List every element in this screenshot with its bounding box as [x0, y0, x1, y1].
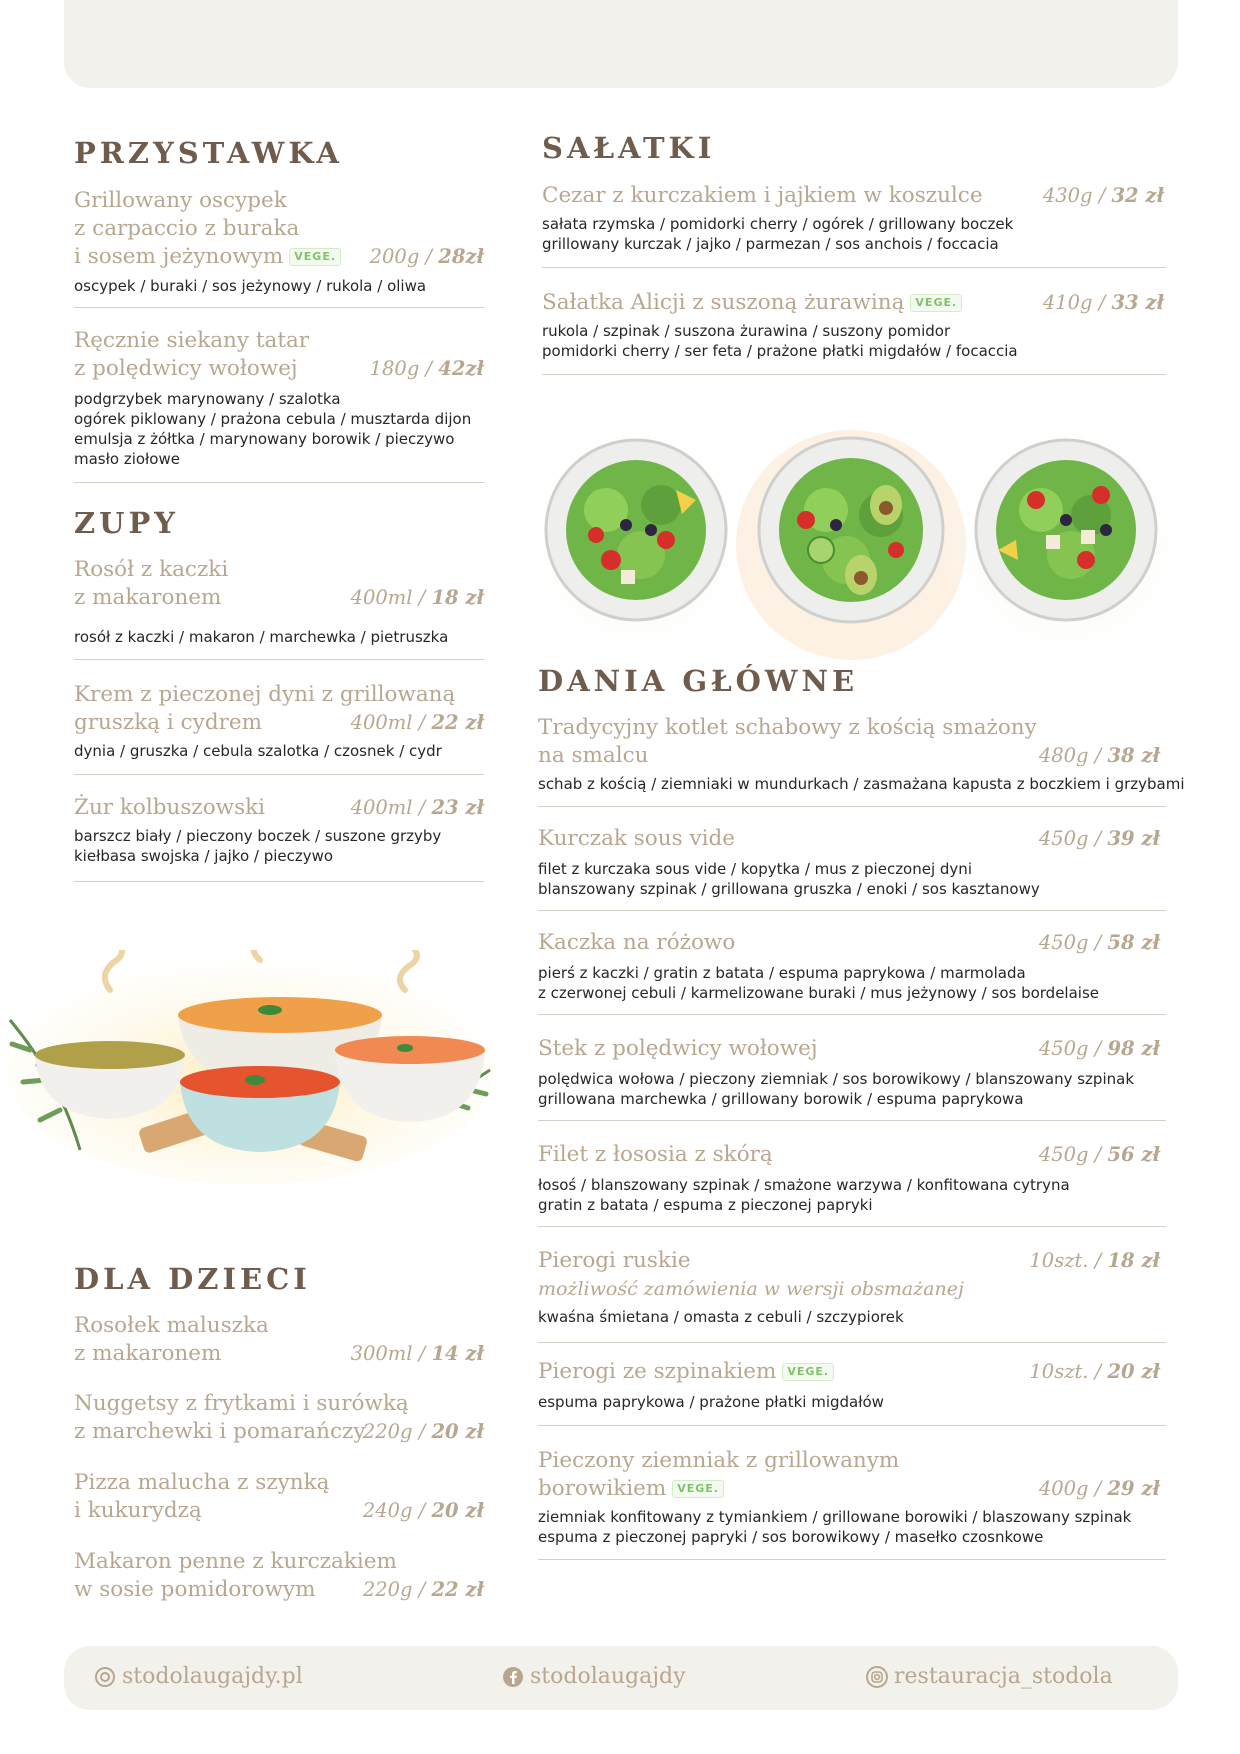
globe-icon	[94, 1666, 116, 1688]
item-name: Cezar z kurczakiem i jajkiem w koszulce	[542, 183, 983, 208]
footer-facebook-text: stodolaugajdy	[530, 1664, 686, 1689]
divider	[538, 910, 1166, 911]
item-name: Rosół z kaczki z makaronem	[74, 557, 229, 610]
menu-item	[74, 556, 484, 647]
menu-item	[538, 825, 1160, 899]
item-price: 410g / 33 zł	[1042, 291, 1164, 314]
menu-item	[538, 1247, 1160, 1327]
menu-item	[74, 327, 484, 469]
item-description: rukola / szpinak / suszona żurawina / suszony pomidor pomidorki cherry / ser feta / prażone płatki migdałów / focaccia	[542, 322, 1018, 360]
item-price: 220g / 22 zł	[362, 1578, 484, 1601]
divider	[538, 1226, 1166, 1227]
menu-item	[74, 1469, 484, 1525]
item-name: Kaczka na różowo	[538, 930, 736, 955]
item-description: kwaśna śmietana / omasta z cebuli / szczypiorek	[538, 1308, 904, 1326]
section-title-dla-dzieci: DLA DZIECI	[74, 1262, 311, 1296]
item-price: 240g / 20 zł	[362, 1499, 484, 1522]
item-name: Pieczony ziemniak z grillowanym borowikiem VEGE.	[538, 1448, 900, 1501]
item-description: espuma paprykowa / prażone płatki migdałów	[538, 1393, 884, 1411]
item-description: podgrzybek marynowany / szalotka ogórek piklowany / prażona cebula / musztarda dijon emulsja z żółtka / marynowany borowik / pieczywo masło ziołowe	[74, 390, 472, 468]
section-title-salatki: SAŁATKI	[542, 131, 716, 165]
item-price: 480g / 38 zł	[1038, 744, 1160, 767]
divider	[74, 774, 484, 775]
item-name: Ręcznie siekany tatar z polędwicy wołowej	[74, 328, 310, 381]
item-description: schab z kością / ziemniaki w mundurkach / zasmażana kapusta z boczkiem i grzybami	[538, 775, 1185, 793]
menu-item	[538, 1141, 1160, 1215]
section-title-zupy: ZUPY	[74, 506, 179, 540]
item-name: Żur kolbuszowski	[74, 795, 266, 820]
divider	[74, 482, 484, 483]
item-price: 450g / 39 zł	[1038, 827, 1160, 850]
item-name: Sałatka Alicji z suszoną żurawiną VEGE.	[542, 289, 1164, 317]
divider	[74, 881, 484, 882]
item-price: 430g / 32 zł	[1042, 184, 1164, 207]
item-name: Makaron penne z kurczakiem w sosie pomidorowym	[74, 1549, 397, 1602]
item-description: barszcz biały / pieczony boczek / suszone grzyby kiełbasa swojska / jajko / pieczywo	[74, 827, 442, 865]
item-price: 400ml / 18 zł	[350, 586, 484, 609]
item-description: oscypek / buraki / sos jeżynowy / rukola / oliwa	[74, 277, 427, 295]
divider	[542, 267, 1166, 268]
item-name: Krem z pieczonej dyni z grillowaną gruszką i cydrem	[74, 682, 456, 735]
footer-bar	[64, 1646, 1178, 1710]
divider	[538, 1425, 1166, 1426]
instagram-icon	[866, 1666, 888, 1688]
section-title-przystawka: PRZYSTAWKA	[74, 136, 343, 170]
item-price: 400ml / 23 zł	[350, 796, 484, 819]
item-price: 10szt. / 18 zł	[1029, 1249, 1160, 1272]
divider	[74, 659, 484, 660]
item-price: 220g / 20 zł	[362, 1420, 484, 1443]
section-title-dania-glowne: DANIA GŁÓWNE	[538, 664, 859, 698]
item-description: pierś z kaczki / gratin z batata / espuma paprykowa / marmolada z czerwonej cebuli / karmelizowane buraki / mus jeżynowy / sos bordelaise	[538, 964, 1100, 1002]
item-price: 450g / 58 zł	[1038, 931, 1160, 954]
footer-instagram-text: restauracja_stodola	[894, 1664, 1113, 1689]
item-price: 400ml / 22 zł	[350, 711, 484, 734]
item-price: 180g / 42zł	[369, 357, 484, 380]
soup-bowls-illustration	[0, 950, 500, 1200]
vege-badge: VEGE.	[289, 248, 341, 266]
divider	[538, 1342, 1166, 1343]
footer-website-link[interactable]	[94, 1664, 303, 1689]
menu-item	[74, 794, 484, 866]
menu-item	[538, 1358, 1160, 1412]
vege-badge: VEGE.	[782, 1363, 834, 1381]
item-description: polędwica wołowa / pieczony ziemniak / sos borowikowy / blanszowany szpinak grillowana marchewka / grillowany borowik / espuma paprykowa	[538, 1070, 1135, 1108]
item-name: Pierogi ze szpinakiem VEGE.	[538, 1358, 1160, 1386]
item-name: Nuggetsy z frytkami i surówką z marchewki i pomarańczy	[74, 1391, 409, 1444]
facebook-icon	[502, 1666, 524, 1688]
menu-item	[538, 714, 1185, 794]
item-description: łosoś / blanszowany szpinak / smażone warzywa / konfitowana cytryna gratin z batata / espuma z pieczonej papryki	[538, 1176, 1070, 1214]
item-description: rosół z kaczki / makaron / marchewka / pietruszka	[74, 628, 449, 646]
item-name: Stek z polędwicy wołowej	[538, 1036, 818, 1061]
item-description: sałata rzymska / pomidorki cherry / ogórek / grillowany boczek grillowany kurczak / jajko / parmezan / sos anchois / foccacia	[542, 215, 1014, 253]
item-price: 450g / 56 zł	[1038, 1143, 1160, 1166]
menu-item	[74, 187, 484, 296]
menu-item	[74, 1312, 484, 1368]
menu-item	[538, 1447, 1160, 1547]
footer-instagram-link[interactable]	[866, 1664, 1113, 1689]
vege-badge: VEGE.	[672, 1480, 724, 1498]
item-description: ziemniak konfitowany z tymiankiem / grillowane borowiki / blaszowany szpinak espuma z pieczonej papryki / sos borowikowy / masełko czosnkowe	[538, 1508, 1132, 1546]
divider	[538, 806, 1166, 807]
divider	[538, 1559, 1166, 1560]
menu-item	[74, 1548, 484, 1604]
item-name: Pierogi ruskie możliwość zamówienia w wersji obsmażanej	[538, 1247, 1160, 1303]
menu-item	[542, 289, 1164, 361]
menu-item	[74, 681, 484, 761]
item-description: filet z kurczaka sous vide / kopytka / mus z pieczonej dyni blanszowany szpinak / grillowana gruszka / enoki / sos kasztanowy	[538, 860, 1040, 898]
item-price: 10szt. / 20 zł	[1029, 1360, 1160, 1383]
divider	[538, 1014, 1166, 1015]
item-price: 300ml / 14 zł	[350, 1342, 484, 1365]
item-name: Kurczak sous vide	[538, 826, 735, 851]
menu-item	[538, 929, 1160, 1003]
menu-item	[538, 1035, 1160, 1109]
item-name: Pizza malucha z szynką i kukurydzą	[74, 1470, 330, 1523]
item-name: Rosołek maluszka z makaronem	[74, 1313, 269, 1366]
item-price: 450g / 98 zł	[1038, 1037, 1160, 1060]
divider	[74, 307, 484, 308]
item-name: Grillowany oscypek z carpaccio z buraka i sosem jeżynowym VEGE.	[74, 187, 484, 271]
vege-badge: VEGE.	[910, 294, 962, 312]
footer-facebook-link[interactable]	[502, 1664, 686, 1689]
top-banner	[64, 0, 1178, 88]
item-note: możliwość zamówienia w wersji obsmażanej	[538, 1278, 964, 1300]
divider	[538, 1120, 1166, 1121]
item-price: 200g / 28zł	[369, 245, 484, 268]
salad-plates-illustration	[526, 430, 1186, 660]
footer-website-text: stodolaugajdy.pl	[122, 1664, 303, 1689]
divider	[542, 374, 1166, 375]
menu-item	[542, 182, 1164, 254]
item-price: 400g / 29 zł	[1038, 1477, 1160, 1500]
item-name: Tradycyjny kotlet schabowy z kością smażony na smalcu	[538, 715, 1037, 768]
item-name: Filet z łososia z skórą	[538, 1142, 773, 1167]
menu-item	[74, 1390, 484, 1446]
item-description: dynia / gruszka / cebula szalotka / czosnek / cydr	[74, 742, 442, 760]
